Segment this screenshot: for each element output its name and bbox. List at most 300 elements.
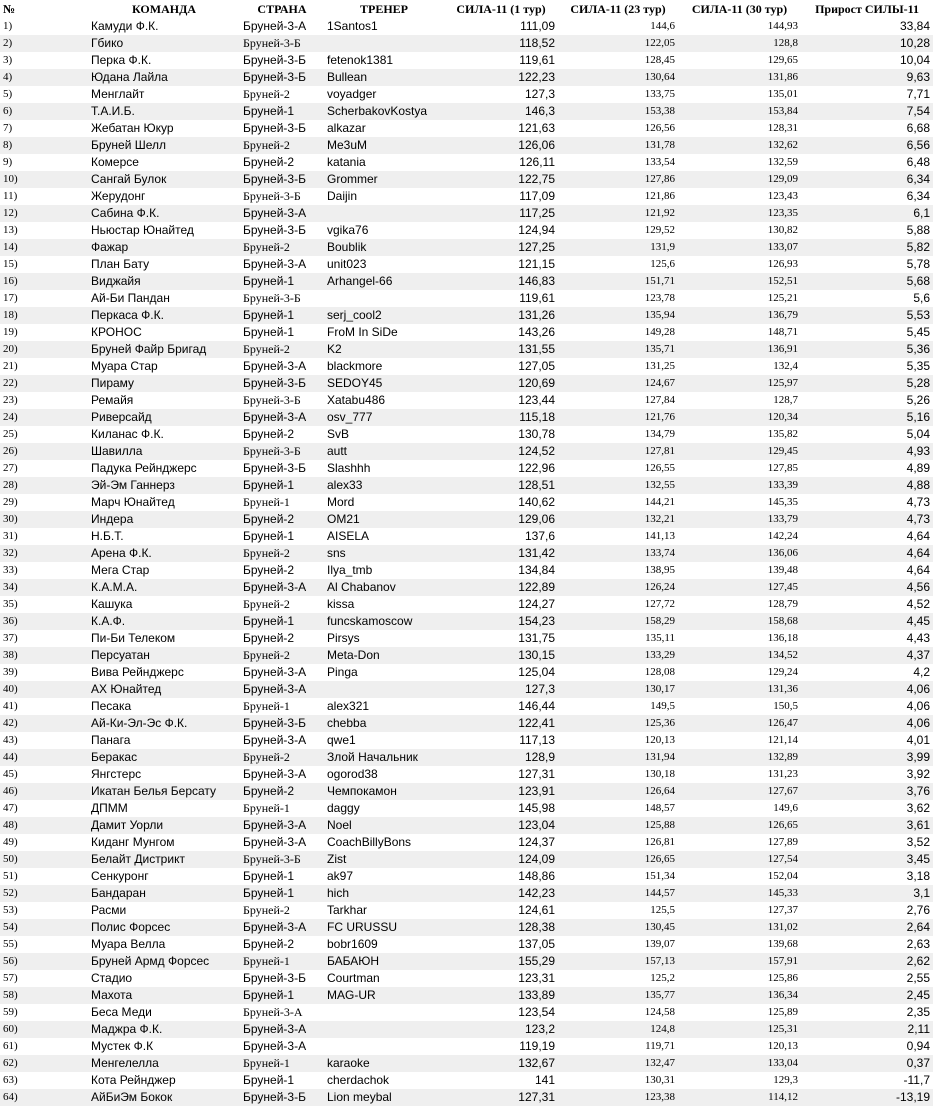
coach-name: Bullean — [324, 69, 444, 86]
strength-round-1: 131,75 — [518, 631, 555, 645]
strength-round-23: 121,76 — [558, 409, 678, 426]
coach-name: funcskamoscow — [324, 613, 444, 630]
team-name: Кота Рейнджер — [91, 1073, 176, 1087]
strength-round-1: 123,04 — [444, 817, 558, 834]
table-row — [0, 562, 933, 579]
table-row — [0, 919, 933, 936]
strength-round-23: 131,78 — [558, 137, 678, 154]
table-row — [0, 392, 933, 409]
strength-round-30: 120,13 — [767, 1040, 798, 1052]
country-name: Бруней-1 — [243, 699, 290, 713]
row-num: 53) — [3, 904, 18, 916]
strength-growth: 3,52 — [906, 835, 930, 849]
coach-name — [324, 1038, 444, 1055]
coach-name: Xatabu486 — [327, 393, 386, 407]
team-name: Стадио — [91, 971, 133, 985]
strength-growth: 4,2 — [913, 665, 930, 679]
team-name: Ай-Ки-Эл-Эс Ф.К. — [88, 715, 240, 732]
table-row — [0, 817, 933, 834]
coach-name: ScherbakovKostya — [324, 103, 444, 120]
team-name: Беса Меди — [91, 1005, 152, 1019]
table-row — [0, 647, 933, 664]
strength-round-30: 144,93 — [767, 20, 798, 32]
row-num: 43) — [3, 734, 18, 746]
table-row — [0, 936, 933, 953]
strength-growth: 0,37 — [801, 1055, 933, 1072]
row-num: 62) — [0, 1055, 88, 1072]
table-row — [0, 18, 933, 35]
row-num: 40) — [0, 681, 88, 698]
strength-round-23: 121,86 — [644, 190, 675, 202]
strength-round-1: 118,52 — [444, 35, 558, 52]
team-name: К.А.Ф. — [88, 613, 240, 630]
country-name: Бруней-3-Б — [243, 223, 306, 237]
strength-growth: 4,64 — [906, 563, 930, 577]
strength-round-1: 124,27 — [518, 597, 555, 611]
strength-growth: 4,01 — [906, 733, 930, 747]
country-name: Бруней-3-А — [240, 1021, 324, 1038]
team-name: Эй-Эм Ганнерз — [88, 477, 240, 494]
team-name: Мега Стар — [91, 563, 150, 577]
country-name: Бруней-1 — [240, 885, 324, 902]
team-name: Персуатан — [88, 647, 240, 664]
strength-round-1: 117,13 — [519, 733, 555, 747]
strength-round-23: 144,21 — [644, 496, 675, 508]
coach-name: alex33 — [324, 477, 444, 494]
strength-growth: 5,36 — [801, 341, 933, 358]
strength-growth: 4,06 — [801, 681, 933, 698]
strength-round-23: 135,77 — [558, 987, 678, 1004]
strength-round-30: 157,91 — [678, 953, 801, 970]
header-growth: Прирост СИЛЫ-11 — [801, 0, 933, 18]
coach-name: alex321 — [327, 699, 370, 713]
row-num: 41) — [3, 700, 18, 712]
strength-round-30: 136,91 — [678, 341, 801, 358]
strength-round-23: 123,38 — [558, 1089, 678, 1106]
strength-round-23: 124,58 — [644, 1006, 675, 1018]
table-row — [0, 443, 933, 460]
strength-round-23: 158,29 — [558, 613, 678, 630]
country-name: Бруней-3-Б — [243, 53, 306, 67]
team-name: Киданг Мунгом — [91, 835, 175, 849]
strength-round-1: 131,42 — [444, 545, 558, 562]
row-num: 6) — [0, 103, 88, 120]
row-num: 55) — [3, 938, 18, 950]
coach-name: Mord — [327, 495, 355, 509]
strength-round-30: 132,4 — [773, 360, 798, 372]
team-name: Пираму — [88, 375, 240, 392]
team-name: Менгелелла — [88, 1055, 240, 1072]
country-name: Бруней-2 — [243, 631, 295, 645]
strength-round-30: 133,79 — [678, 511, 801, 528]
strength-round-1: 130,78 — [518, 427, 555, 441]
team-name: Ай-Би Пандан — [91, 291, 170, 305]
strength-round-1: 123,91 — [444, 783, 558, 800]
strength-round-30: 123,35 — [678, 205, 801, 222]
strength-growth: 7,71 — [906, 87, 930, 101]
table-row — [0, 732, 933, 749]
strength-round-30: 136,18 — [767, 632, 798, 644]
coach-name — [324, 205, 444, 222]
strength-round-1: 122,23 — [444, 69, 558, 86]
coach-name: Ilya_tmb — [327, 563, 373, 577]
team-name: Сангай Булок — [88, 171, 240, 188]
row-num: 38) — [0, 647, 88, 664]
row-num: 17) — [3, 292, 18, 304]
strength-round-30: 126,93 — [767, 258, 798, 270]
table-row — [0, 783, 933, 800]
strength-round-30: 129,24 — [767, 666, 798, 678]
strength-growth: 3,45 — [801, 851, 933, 868]
strength-round-30: 136,34 — [678, 987, 801, 1004]
strength-round-30: 123,43 — [767, 190, 798, 202]
strength-round-1: 130,15 — [444, 647, 558, 664]
team-name: Индера — [88, 511, 240, 528]
team-name: КРОНОС — [91, 325, 142, 339]
row-num: 48) — [0, 817, 88, 834]
strength-round-23: 131,94 — [558, 749, 678, 766]
row-num: 9) — [3, 156, 13, 168]
country-name: Бруней-3-А — [240, 579, 324, 596]
country-name: Бруней-3-Б — [243, 461, 306, 475]
strength-growth: 5,28 — [801, 375, 933, 392]
strength-round-23: 132,55 — [558, 477, 678, 494]
coach-name: blackmore — [327, 359, 383, 373]
strength-growth: 5,68 — [801, 273, 933, 290]
table-body — [0, 18, 933, 1106]
country-name: Бруней-3-Б — [243, 971, 306, 985]
strength-round-23: 130,18 — [644, 768, 675, 780]
strength-growth: 7,54 — [801, 103, 933, 120]
table-row — [0, 868, 933, 885]
country-name: Бруней-3-Б — [243, 189, 301, 203]
table-row — [0, 528, 933, 545]
strength-round-23: 125,36 — [558, 715, 678, 732]
strength-round-1: 120,69 — [444, 375, 558, 392]
row-num: 5) — [3, 88, 13, 100]
country-name: Бруней-3-Б — [240, 35, 324, 52]
row-num: 18) — [0, 307, 88, 324]
table-row — [0, 987, 933, 1004]
strength-round-1: 129,06 — [444, 511, 558, 528]
table-row — [0, 358, 933, 375]
row-num: 46) — [0, 783, 88, 800]
row-num: 61) — [3, 1040, 18, 1052]
header-country: СТРАНА — [240, 0, 324, 18]
coach-name: Tarkhar — [327, 903, 368, 917]
strength-round-23: 133,74 — [558, 545, 678, 562]
strength-round-1: 111,09 — [520, 19, 555, 33]
table-row — [0, 375, 933, 392]
strength-round-23: 134,79 — [644, 428, 675, 440]
strength-round-30: 133,07 — [678, 239, 801, 256]
strength-round-23: 128,45 — [644, 54, 675, 66]
team-name: Махота — [88, 987, 240, 1004]
country-name: Бруней-3-Б — [243, 121, 306, 135]
team-name: Комерсе — [91, 155, 139, 169]
row-num: 49) — [3, 836, 18, 848]
table-row — [0, 511, 933, 528]
team-name: Вива Рейнджерс — [91, 665, 184, 679]
team-name: Менглайт — [91, 87, 145, 101]
strength-round-1: 142,23 — [444, 885, 558, 902]
strength-round-23: 128,08 — [644, 666, 675, 678]
row-num: 12) — [0, 205, 88, 222]
coach-name: FC URUSSU — [324, 919, 444, 936]
strength-growth: -11,7 — [903, 1073, 930, 1087]
strength-round-23: 120,13 — [644, 734, 675, 746]
strength-round-23: 125,88 — [558, 817, 678, 834]
country-name: Бруней-3-Б — [240, 375, 324, 392]
row-num: 29) — [3, 496, 18, 508]
strength-round-23: 149,28 — [644, 326, 675, 338]
strength-round-23: 151,34 — [644, 870, 675, 882]
team-name: Песака — [91, 699, 132, 713]
strength-round-1: 127,31 — [518, 767, 555, 781]
strength-round-30: 125,86 — [767, 972, 798, 984]
table-row — [0, 698, 933, 715]
strength-round-30: 128,31 — [767, 122, 798, 134]
coach-name: voyadger — [327, 87, 377, 101]
strength-round-1: 131,26 — [444, 307, 558, 324]
table-row — [0, 341, 933, 358]
team-name: К.А.М.А. — [88, 579, 240, 596]
strength-growth: 2,11 — [801, 1021, 933, 1038]
team-name: Марч Юнайтед — [91, 495, 175, 509]
row-num: 23) — [3, 394, 18, 406]
strength-round-23: 122,05 — [558, 35, 678, 52]
coach-name: Daijin — [327, 189, 358, 203]
strength-round-30: 136,06 — [678, 545, 801, 562]
strength-round-1: 132,67 — [444, 1055, 558, 1072]
table-row — [0, 103, 933, 120]
coach-name: Lion meybal — [324, 1089, 444, 1106]
row-num: 3) — [3, 54, 13, 66]
strength-round-23: 123,78 — [644, 292, 675, 304]
strength-round-23: 126,55 — [644, 462, 675, 474]
strength-round-30: 132,59 — [767, 156, 798, 168]
coach-name: FroM In SiDe — [327, 325, 398, 339]
country-name: Бруней-2 — [240, 511, 324, 528]
strength-round-1: 133,89 — [444, 987, 558, 1004]
strength-round-1: 117,09 — [519, 189, 555, 203]
table-row — [0, 902, 933, 919]
strength-growth: 4,73 — [906, 495, 930, 509]
country-name: Бруней-3-Б — [243, 393, 301, 407]
coach-name: kissa — [327, 597, 355, 611]
strength-growth: 4,45 — [801, 613, 933, 630]
country-name: Бруней-1 — [240, 477, 324, 494]
coach-name: karaoke — [324, 1055, 444, 1072]
coach-name: osv_777 — [324, 409, 444, 426]
strength-round-30: 129,09 — [678, 171, 801, 188]
strength-round-23: 132,47 — [558, 1055, 678, 1072]
coach-name: Злой Начальник — [324, 749, 444, 766]
team-name: Икатан Белья Берсату — [88, 783, 240, 800]
table-row — [0, 460, 933, 477]
table-row — [0, 800, 933, 817]
team-name: Т.А.И.Б. — [88, 103, 240, 120]
table-row — [0, 1021, 933, 1038]
table-row — [0, 579, 933, 596]
coach-name: Чемпокамон — [324, 783, 444, 800]
strength-growth: 4,64 — [801, 545, 933, 562]
strength-round-23: 157,13 — [558, 953, 678, 970]
team-name: Гбико — [88, 35, 240, 52]
strength-growth: 3,99 — [801, 749, 933, 766]
team-name: Бруней Шелл — [88, 137, 240, 154]
strength-round-23: 141,13 — [644, 530, 675, 542]
strength-round-30: 136,79 — [678, 307, 801, 324]
country-name: Бруней-3-А — [243, 359, 307, 373]
strength-round-30: 135,82 — [767, 428, 798, 440]
row-num: 45) — [3, 768, 18, 780]
team-name: Фажар — [88, 239, 240, 256]
team-name: АйБиЭм Бокок — [88, 1089, 240, 1106]
country-name: Бруней-3-А — [240, 409, 324, 426]
strength-growth: 5,88 — [906, 223, 930, 237]
coach-name: cherdachok — [327, 1073, 390, 1087]
strength-round-23: 133,54 — [644, 156, 675, 168]
country-name: Бруней-3-А — [243, 665, 307, 679]
strength-round-23: 126,56 — [644, 122, 675, 134]
row-num: 63) — [3, 1074, 18, 1086]
strength-round-23: 129,52 — [644, 224, 675, 236]
row-num: 35) — [3, 598, 18, 610]
country-name: Бруней-3-Б — [240, 1089, 324, 1106]
row-num: 2) — [0, 35, 88, 52]
team-name: Расми — [91, 903, 127, 917]
table-row — [0, 222, 933, 239]
strength-growth: 6,1 — [801, 205, 933, 222]
strength-round-1: 127,05 — [518, 359, 555, 373]
strength-round-23: 151,71 — [558, 273, 678, 290]
country-name: Бруней-2 — [240, 647, 324, 664]
strength-growth: 4,73 — [801, 511, 933, 528]
strength-round-30: 128,7 — [773, 394, 798, 406]
strength-growth: 2,62 — [801, 953, 933, 970]
strength-round-23: 125,5 — [650, 904, 675, 916]
strength-round-23: 133,29 — [558, 647, 678, 664]
strength-round-23: 130,45 — [558, 919, 678, 936]
country-name: Бруней-3-А — [243, 767, 307, 781]
country-name: Бруней-3-Б — [243, 291, 301, 305]
coach-name: unit023 — [327, 257, 367, 271]
coach-name — [324, 1004, 444, 1021]
strength-round-23: 127,72 — [644, 598, 675, 610]
coach-name — [324, 35, 444, 52]
row-num: 30) — [0, 511, 88, 528]
header-strength-30: СИЛА-11 (30 тур) — [678, 0, 801, 18]
coach-name — [324, 1021, 444, 1038]
coach-name: Pinga — [327, 665, 358, 679]
team-name: Ремайя — [91, 393, 134, 407]
strength-round-1: 137,6 — [524, 529, 555, 543]
row-num: 52) — [0, 885, 88, 902]
strength-growth: 3,62 — [906, 801, 930, 815]
strength-round-30: 131,86 — [678, 69, 801, 86]
strength-growth: 2,45 — [801, 987, 933, 1004]
country-name: Бруней-1 — [243, 869, 295, 883]
row-num: 47) — [3, 802, 18, 814]
country-name: Бруней-2 — [243, 597, 290, 611]
country-name: Бруней-1 — [243, 495, 290, 509]
strength-round-23: 124,8 — [558, 1021, 678, 1038]
team-name: Белайт Дистрикт — [88, 851, 240, 868]
strength-growth: 4,56 — [801, 579, 933, 596]
header-num: № — [0, 0, 88, 18]
coach-name: SEDOY45 — [324, 375, 444, 392]
strength-round-30: 131,36 — [678, 681, 801, 698]
coach-name: alkazar — [327, 121, 366, 135]
table-row — [0, 1038, 933, 1055]
table-row — [0, 35, 933, 52]
table-row — [0, 851, 933, 868]
strength-round-30: 133,04 — [678, 1055, 801, 1072]
team-name: Жебатан Юкур — [91, 121, 174, 135]
strength-round-30: 153,84 — [678, 103, 801, 120]
row-num: 21) — [3, 360, 18, 372]
coach-name: БАБАЮН — [324, 953, 444, 970]
country-name: Бруней-3-А — [243, 835, 307, 849]
strength-round-1: 143,26 — [518, 325, 555, 339]
coach-name: CoachBillyBons — [327, 835, 412, 849]
strength-round-1: 115,18 — [444, 409, 558, 426]
row-num: 58) — [0, 987, 88, 1004]
country-name: Бруней-1 — [243, 529, 295, 543]
table-row — [0, 120, 933, 137]
row-num: 27) — [3, 462, 18, 474]
strength-round-1: 119,19 — [519, 1039, 555, 1053]
country-name: Бруней-2 — [240, 239, 324, 256]
strength-round-30: 121,14 — [767, 734, 798, 746]
team-name: Мустек Ф.К — [91, 1039, 154, 1053]
row-num: 16) — [0, 273, 88, 290]
strength-round-30: 127,45 — [678, 579, 801, 596]
country-name: Бруней-1 — [243, 801, 290, 815]
strength-round-23: 126,64 — [558, 783, 678, 800]
strength-round-1: 145,98 — [518, 801, 555, 815]
table-row — [0, 239, 933, 256]
table-row — [0, 613, 933, 630]
strength-growth: 2,76 — [906, 903, 930, 917]
strength-growth: 9,63 — [801, 69, 933, 86]
team-name: Риверсайд — [88, 409, 240, 426]
table-row — [0, 681, 933, 698]
country-name: Бруней-3-А — [243, 19, 307, 33]
strength-round-1: 124,61 — [518, 903, 555, 917]
strength-round-23: 131,25 — [644, 360, 675, 372]
strength-round-23: 135,11 — [645, 632, 675, 644]
row-num: 44) — [0, 749, 88, 766]
table-row — [0, 1089, 933, 1106]
row-num: 28) — [0, 477, 88, 494]
country-name: Бруней-1 — [240, 613, 324, 630]
row-num: 31) — [3, 530, 18, 542]
row-num: 24) — [0, 409, 88, 426]
strength-growth: 4,89 — [906, 461, 930, 475]
row-num: 57) — [3, 972, 18, 984]
strength-round-23: 132,21 — [558, 511, 678, 528]
country-name: Бруней-3-Б — [240, 443, 324, 460]
country-name: Бруней-3-А — [240, 205, 324, 222]
strength-round-23: 130,31 — [644, 1074, 675, 1086]
strength-growth: 4,43 — [906, 631, 930, 645]
strength-round-1: 125,04 — [518, 665, 555, 679]
strength-growth: 5,53 — [801, 307, 933, 324]
strength-growth: 5,82 — [801, 239, 933, 256]
table-row — [0, 69, 933, 86]
